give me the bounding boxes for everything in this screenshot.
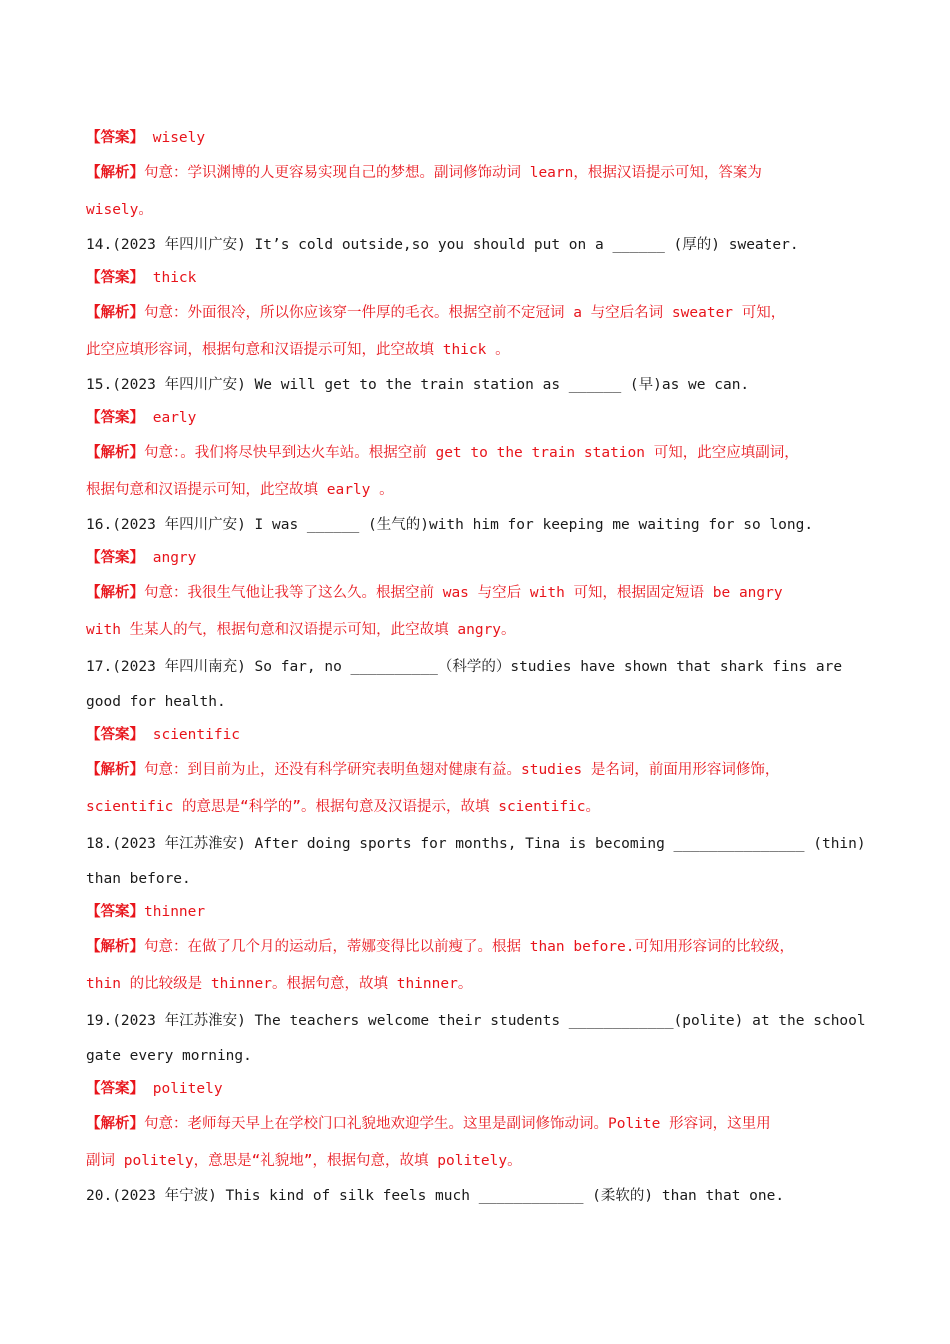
answer-text: thinner bbox=[144, 904, 206, 920]
analysis-tag: 【解析】 bbox=[86, 939, 144, 955]
analysis-line bbox=[86, 575, 870, 612]
question-line: 15.(2023 年四川广安) We will get to the train station as ______ (早)as we can. bbox=[86, 377, 750, 393]
question-line: 14.(2023 年四川广安) It’s cold outside,so you should put on a ______ (厚的) sweater. bbox=[86, 237, 799, 253]
analysis-text: 句意：外面很冷，所以你应该穿一件厚的毛衣。根据空前不定冠词 a 与空后名词 sweater 可知， bbox=[144, 305, 786, 321]
answer-text: early bbox=[144, 410, 197, 426]
analysis-line bbox=[86, 1106, 870, 1143]
answer-tag: 【答案】 bbox=[86, 550, 144, 566]
question-line: 18.(2023 年江苏淮安) After doing sports for months, Tina is becoming _______________ (thin) bbox=[86, 836, 866, 852]
answer-text: thick bbox=[144, 270, 197, 286]
analysis-line-cont: thin 的比较级是 thinner。根据句意，故填 thinner。 bbox=[86, 976, 473, 992]
analysis-tag: 【解析】 bbox=[86, 165, 144, 181]
analysis-line bbox=[86, 295, 870, 332]
question-line: 16.(2023 年四川广安) I was ______ (生气的)with him for keeping me waiting for so long. bbox=[86, 517, 814, 533]
analysis-line bbox=[86, 929, 870, 966]
answer-line bbox=[86, 896, 870, 929]
analysis-line-cont: with 生某人的气，根据句意和汉语提示可知，此空故填 angry。 bbox=[86, 622, 516, 638]
analysis-text: 句意：在做了几个月的运动后，蒂娜变得比以前瘦了。根据 than before.可知用形容词的比较级， bbox=[144, 939, 794, 955]
answer-tag: 【答案】 bbox=[86, 130, 144, 146]
analysis-tag: 【解析】 bbox=[86, 445, 144, 461]
question-line: 19.(2023 年江苏淮安) The teachers welcome their students ____________(polite) at the school bbox=[86, 1013, 866, 1029]
question-line-cont: good for health. bbox=[86, 694, 226, 710]
analysis-line-cont: 根据句意和汉语提示可知，此空故填 early 。 bbox=[86, 482, 394, 498]
analysis-text: 句意：学识渊博的人更容易实现自己的梦想。副词修饰动词 learn，根据汉语提示可知，答案为 bbox=[144, 165, 762, 181]
analysis-tag: 【解析】 bbox=[86, 305, 144, 321]
analysis-text: 句意：我很生气他让我等了这么久。根据空前 was 与空后 with 可知，根据固定短语 be angry bbox=[144, 585, 783, 601]
answer-line bbox=[86, 122, 870, 155]
analysis-line bbox=[86, 435, 870, 472]
answer-line bbox=[86, 402, 870, 435]
analysis-tag: 【解析】 bbox=[86, 585, 144, 601]
question-line-cont: than before. bbox=[86, 871, 191, 887]
answer-line bbox=[86, 542, 870, 575]
analysis-text: 句意：老师每天早上在学校门口礼貌地欢迎学生。这里是副词修饰动词。Polite 形容词，这里用 bbox=[144, 1116, 771, 1132]
analysis-line-cont: scientific 的意思是“科学的”。根据句意及汉语提示，故填 scientific。 bbox=[86, 799, 601, 815]
answer-tag: 【答案】 bbox=[86, 727, 144, 743]
answer-text: angry bbox=[144, 550, 197, 566]
answer-line bbox=[86, 719, 870, 752]
answer-tag: 【答案】 bbox=[86, 410, 144, 426]
answer-line bbox=[86, 262, 870, 295]
question-line: 17.(2023 年四川南充) So far, no __________（科学的）studies have shown that shark fins are bbox=[86, 659, 843, 675]
answer-text: wisely bbox=[144, 130, 206, 146]
question-line-cont: gate every morning. bbox=[86, 1048, 252, 1064]
answer-tag: 【答案】 bbox=[86, 1081, 144, 1097]
answer-tag: 【答案】 bbox=[86, 904, 144, 920]
analysis-line-cont: wisely。 bbox=[86, 202, 153, 218]
analysis-tag: 【解析】 bbox=[86, 762, 144, 778]
analysis-line-cont: 副词 politely，意思是“礼貌地”，根据句意，故填 politely。 bbox=[86, 1153, 522, 1169]
analysis-tag: 【解析】 bbox=[86, 1116, 144, 1132]
analysis-text: 句意：。我们将尽快早到达火车站。根据空前 get to the train station 可知，此空应填副词， bbox=[144, 445, 799, 461]
answer-text: politely bbox=[144, 1081, 223, 1097]
answer-line bbox=[86, 1073, 870, 1106]
analysis-text: 句意：到目前为止，还没有科学研究表明鱼翅对健康有益。studies 是名词，前面用形容词修饰， bbox=[144, 762, 780, 778]
exercise-content bbox=[86, 122, 870, 1213]
answer-text: scientific bbox=[144, 727, 241, 743]
analysis-line bbox=[86, 752, 870, 789]
answer-tag: 【答案】 bbox=[86, 270, 144, 286]
analysis-line bbox=[86, 155, 870, 192]
question-line: 20.(2023 年宁波) This kind of silk feels much ____________ (柔软的) than that one. bbox=[86, 1188, 785, 1204]
analysis-line-cont: 此空应填形容词，根据句意和汉语提示可知，此空故填 thick 。 bbox=[86, 342, 510, 358]
